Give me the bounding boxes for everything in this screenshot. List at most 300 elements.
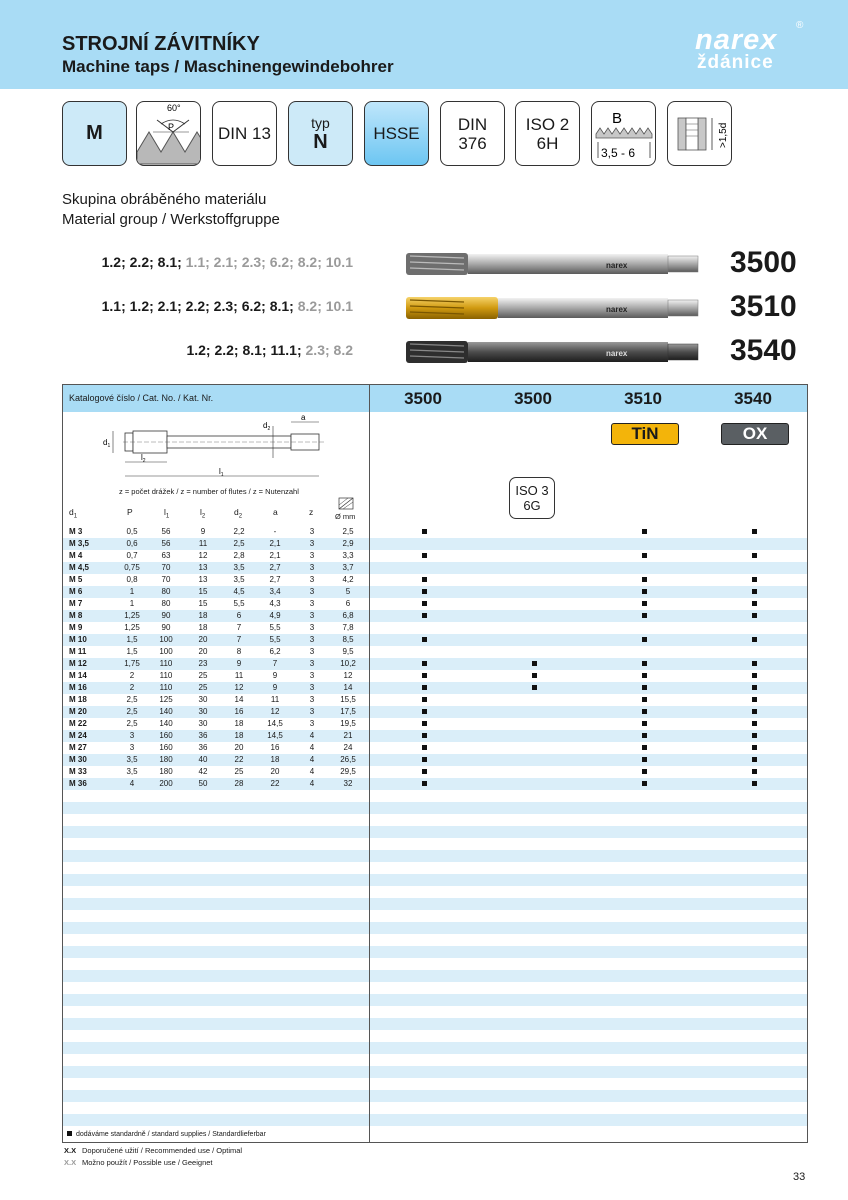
tap-3510-image: [406, 292, 701, 324]
cell-a: 20: [270, 767, 280, 776]
iso3-line1: ISO 3: [515, 483, 549, 498]
availability-mark-3540: [752, 769, 757, 774]
cell-d1: M 24: [69, 731, 87, 740]
cell-z: 3: [309, 563, 315, 572]
type-value: N: [313, 130, 328, 153]
drill-icon: [335, 497, 365, 511]
availability-mark-3540: [752, 589, 757, 594]
drawing-l1-label: l: [219, 467, 221, 476]
cell-p: 3,5: [126, 755, 138, 764]
availability-mark-3500: [422, 529, 427, 534]
cell-drill: 3,7: [342, 563, 354, 572]
cell-z: 3: [309, 635, 315, 644]
legend-square-icon: [67, 1131, 72, 1136]
availability-mark-3540: [752, 673, 757, 678]
cell-d1: M 22: [69, 719, 87, 728]
svg-text:>1,5d: [718, 123, 729, 148]
availability-mark-3510: [642, 733, 647, 738]
cell-p: 2,5: [126, 719, 138, 728]
cell-a: 14,5: [267, 719, 283, 728]
drawing-d1-subscript: 1: [107, 443, 111, 449]
colhead-d2: $d_2$: [234, 507, 243, 520]
page-title: STROJNÍ ZÁVITNÍKY: [62, 33, 260, 55]
tile-din13: [212, 101, 277, 166]
cell-z: 3: [309, 707, 315, 716]
narex-logo: [695, 20, 805, 76]
cell-p: 1,25: [124, 611, 140, 620]
cell-z: 3: [309, 683, 315, 692]
cell-d1: M 6: [69, 587, 83, 596]
cell-z: 3: [309, 647, 315, 656]
material-groups-3500: 1.2; 2.2; 8.1; 1.1; 2.1; 2.3; 6.2; 8.2; 10.1: [101, 254, 353, 270]
cell-drill: 10,2: [340, 659, 356, 668]
cell-l1: 110: [159, 683, 173, 692]
chamfer-form-label: B: [612, 110, 623, 127]
product-code-3510: 3510: [730, 290, 797, 323]
table-row-empty: [63, 814, 807, 826]
material-groups-3540: 1.2; 2.2; 8.1; 11.1; 2.3; 8.2: [186, 342, 353, 358]
availability-mark-3510: [642, 613, 647, 618]
cell-p: 2,5: [126, 695, 138, 704]
cell-d1: M 10: [69, 635, 87, 644]
table-row-empty: [63, 850, 807, 862]
iso2-line2: 6H: [536, 133, 559, 153]
cell-z: 3: [309, 695, 315, 704]
legend-standard: dodáváme standardně / standard supplies / Standardlieferbar: [67, 1131, 266, 1138]
availability-mark-3500: [422, 553, 427, 558]
cell-z: 4: [309, 731, 315, 740]
table-row: [63, 754, 807, 766]
tile-iso2: [515, 101, 580, 166]
cell-d1: M 8: [69, 611, 83, 620]
cell-drill: 5: [345, 587, 351, 596]
table-row: [63, 766, 807, 778]
availability-mark-3500: [422, 697, 427, 702]
cell-a: 22: [270, 779, 280, 788]
cell-d2: 3,5: [233, 575, 245, 584]
cell-d2: 11: [234, 671, 244, 680]
drawing-l2-subscript: 2: [142, 458, 146, 464]
availability-mark-3510: [642, 601, 647, 606]
availability-mark-3540: [752, 661, 757, 666]
product-row-3500: [0, 242, 848, 282]
cell-l1: 140: [159, 719, 173, 728]
cell-l2: 18: [198, 611, 208, 620]
cell-l1: 140: [159, 707, 173, 716]
cell-p: 1,5: [126, 635, 138, 644]
table-row: [63, 730, 807, 742]
availability-mark-3540: [752, 757, 757, 762]
cell-l2: 30: [198, 707, 208, 716]
availability-mark-3540: [752, 613, 757, 618]
chamfer-range-label: 3,5 - 6: [601, 146, 636, 160]
table-row-empty: [63, 826, 807, 838]
product-code-3500: 3500: [730, 246, 797, 279]
availability-mark-3500: [422, 601, 427, 606]
cell-d2: 2,2: [233, 527, 245, 536]
coating-ox-badge: OX: [721, 423, 789, 445]
blind-hole-icon: [668, 102, 732, 166]
availability-mark-3500: [422, 745, 427, 750]
table-row: [63, 586, 807, 598]
cell-d2: 4,5: [233, 587, 245, 596]
cell-d2: 3,5: [233, 563, 245, 572]
table-row-empty: [63, 838, 807, 850]
cell-d1: M 14: [69, 671, 87, 680]
table-row-empty: [63, 1090, 807, 1102]
table-row-empty: [63, 994, 807, 1006]
cell-p: 2: [129, 683, 135, 692]
availability-mark-3510: [642, 661, 647, 666]
cell-d1: M 33: [69, 767, 87, 776]
cell-drill: 2,9: [342, 539, 354, 548]
availability-mark-3500: [422, 577, 427, 582]
availability-mark-3540: [752, 709, 757, 714]
logo-text-narex: narex: [695, 24, 778, 56]
cell-d1: M 18: [69, 695, 87, 704]
cell-p: 3: [129, 743, 135, 752]
material-groups-3510: 1.1; 1.2; 2.1; 2.2; 2.3; 6.2; 8.1; 8.2; 10.1: [101, 298, 353, 314]
cell-drill: 15,5: [340, 695, 356, 704]
availability-mark-3500: [532, 661, 537, 666]
cell-d2: 12: [234, 683, 244, 692]
pitch-label: P: [168, 122, 175, 132]
svg-text:l2: [141, 453, 146, 464]
cell-drill: 14: [343, 683, 353, 692]
availability-mark-3540: [752, 781, 757, 786]
cell-p: 4: [129, 779, 135, 788]
cell-drill: 4,2: [342, 575, 354, 584]
coating-tin-badge: TiN: [611, 423, 679, 445]
cell-a: 16: [270, 743, 280, 752]
page-number: 33: [793, 1171, 806, 1183]
cell-p: 0,7: [126, 551, 138, 560]
tool-brand-3510: narex: [606, 305, 628, 314]
tile-thread-profile: [136, 101, 201, 166]
cell-l1: 70: [161, 563, 171, 572]
depth-label: 1,5d: [718, 122, 729, 143]
cell-d1: M 9: [69, 623, 83, 632]
table-row: [63, 574, 807, 586]
cell-z: 4: [309, 743, 315, 752]
table-row: [63, 694, 807, 706]
cell-a: 5,5: [269, 635, 281, 644]
cell-d2: 22: [234, 755, 244, 764]
cell-drill: 8,5: [342, 635, 354, 644]
table-row-empty: [63, 982, 807, 994]
cell-d2: 20: [234, 743, 244, 752]
cell-d2: 18: [234, 719, 244, 728]
tile-depth: [667, 101, 732, 166]
cell-a: 9: [272, 671, 278, 680]
availability-mark-3510: [642, 673, 647, 678]
cell-l1: 180: [159, 767, 173, 776]
table-row-empty: [63, 922, 807, 934]
cell-d2: 16: [234, 707, 244, 716]
cell-l1: 160: [159, 731, 173, 740]
drawing-d2-subscript: 2: [267, 426, 271, 432]
availability-mark-3500: [422, 781, 427, 786]
cell-a: 2,1: [269, 539, 281, 548]
cell-a: 2,7: [269, 563, 281, 572]
tile-material-hsse: [364, 101, 429, 166]
cell-l2: 40: [198, 755, 208, 764]
availability-mark-3500: [422, 685, 427, 690]
cell-d2: 2,8: [233, 551, 245, 560]
cell-drill: 19,5: [340, 719, 356, 728]
cell-p: 1,75: [124, 659, 140, 668]
tool-brand-3500: narex: [606, 261, 628, 270]
cell-l1: 100: [159, 635, 173, 644]
table-divider: [369, 385, 370, 1142]
availability-mark-3510: [642, 781, 647, 786]
cell-l2: 18: [198, 623, 208, 632]
table-row: [63, 550, 807, 562]
din13-label: DIN 13: [218, 124, 271, 143]
flutes-note: z = počet drážek / z = number of flutes / z = Nutenzahl: [119, 487, 299, 496]
cell-l1: 70: [161, 575, 171, 584]
cell-drill: 26,5: [340, 755, 356, 764]
cell-drill: 32: [343, 779, 353, 788]
table-row: [63, 706, 807, 718]
availability-mark-3540: [752, 577, 757, 582]
cell-l1: 110: [159, 671, 173, 680]
cell-l2: 13: [198, 563, 208, 572]
cell-l1: 125: [159, 695, 173, 704]
col-code-1: 3500: [404, 389, 442, 408]
table-row: [63, 526, 807, 538]
chamfer-icon: [592, 102, 656, 166]
iso3-line2: 6G: [523, 498, 541, 513]
cell-z: 3: [309, 575, 315, 584]
depth-prefix: >: [718, 142, 729, 148]
table-row: [63, 562, 807, 574]
col-code-3: 3510: [624, 389, 662, 408]
colhead-l2: $l_2$: [200, 507, 206, 520]
cell-p: 3,5: [126, 767, 138, 776]
cell-d2: 7: [236, 623, 242, 632]
availability-mark-3500: [422, 613, 427, 618]
cell-d1: M 12: [69, 659, 87, 668]
cell-l2: 15: [198, 587, 208, 596]
cell-a: 2,1: [269, 551, 281, 560]
cell-drill: 24: [343, 743, 353, 752]
cell-drill: 6,8: [342, 611, 354, 620]
cell-drill: 12: [343, 671, 353, 680]
cell-d2: 25: [234, 767, 244, 776]
logo-registered-mark: ®: [796, 20, 804, 31]
table-row-empty: [63, 886, 807, 898]
availability-mark-3500: [422, 589, 427, 594]
cell-drill: 21: [343, 731, 353, 740]
availability-mark-3510: [642, 709, 647, 714]
colhead-z: z: [309, 507, 314, 517]
availability-mark-3500: [532, 685, 537, 690]
din376-line1: DIN: [457, 114, 488, 134]
cell-l2: 30: [198, 695, 208, 704]
thread-profile-icon: [137, 102, 201, 166]
availability-mark-3500: [422, 769, 427, 774]
cell-a: 4,9: [269, 611, 281, 620]
cell-a: 6,2: [269, 647, 281, 656]
din376-line2: 376: [458, 133, 487, 153]
cell-d1: M 36: [69, 779, 87, 788]
cell-a: 12: [270, 707, 280, 716]
cell-z: 3: [309, 527, 315, 536]
cell-p: 2,5: [126, 707, 138, 716]
cell-drill: 6: [345, 599, 351, 608]
availability-mark-3500: [422, 661, 427, 666]
cell-l1: 56: [161, 527, 171, 536]
cell-drill: 7,8: [342, 623, 354, 632]
cell-z: 3: [309, 539, 315, 548]
cell-p: 2: [129, 671, 135, 680]
availability-mark-3510: [642, 757, 647, 762]
material-label: HSSE: [373, 124, 420, 143]
cell-a: 9: [272, 683, 278, 692]
cell-l2: 15: [198, 599, 208, 608]
cell-z: 3: [309, 659, 315, 668]
cell-drill: 3,3: [342, 551, 354, 560]
cell-p: 1: [129, 599, 135, 608]
cell-d1: M 27: [69, 743, 87, 752]
catalog-number-label: Katalogové číslo / Cat. No. / Kat. Nr.: [69, 393, 214, 403]
cell-l1: 160: [159, 743, 173, 752]
availability-mark-3510: [642, 769, 647, 774]
cell-z: 3: [309, 587, 315, 596]
cell-drill: 17,5: [340, 707, 356, 716]
availability-mark-3500: [422, 637, 427, 642]
cell-a: 5,5: [269, 623, 281, 632]
cell-drill: 9,5: [342, 647, 354, 656]
cell-l1: 63: [161, 551, 171, 560]
cell-l2: 20: [198, 647, 208, 656]
cell-z: 3: [309, 719, 315, 728]
availability-mark-3540: [752, 529, 757, 534]
tap-3500-image: [406, 248, 701, 280]
availability-mark-3510: [642, 697, 647, 702]
availability-mark-3500: [422, 709, 427, 714]
tile-thread-label: M: [86, 122, 103, 144]
availability-mark-3510: [642, 589, 647, 594]
colhead-d1: $d_1$: [69, 507, 78, 520]
cell-p: 1,5: [126, 647, 138, 656]
drawing-d2-label: d: [263, 421, 268, 430]
cell-l1: 56: [161, 539, 171, 548]
table-row-empty: [63, 1114, 807, 1126]
table-row-empty: [63, 898, 807, 910]
cell-d1: M 16: [69, 683, 87, 692]
cell-z: 3: [309, 623, 315, 632]
table-row-empty: [63, 802, 807, 814]
colhead-a: a: [273, 507, 278, 517]
cell-d2: 28: [234, 779, 244, 788]
cell-l1: 80: [161, 599, 171, 608]
tap-3540-image: [406, 336, 701, 368]
table-row-empty: [63, 1102, 807, 1114]
table-row-empty: [63, 970, 807, 982]
table-row-empty: [63, 946, 807, 958]
availability-mark-3510: [642, 577, 647, 582]
table-row-empty: [63, 1018, 807, 1030]
svg-text:d2: [263, 421, 270, 432]
cell-l2: 20: [198, 635, 208, 644]
iso3-badge: [509, 477, 555, 519]
cell-p: 0,6: [126, 539, 138, 548]
table-row-empty: [63, 1042, 807, 1054]
footer-possible: X.X Možno použít / Possible use / Geeignet: [64, 1158, 213, 1167]
cell-d2: 5,5: [233, 599, 245, 608]
availability-mark-3500: [532, 673, 537, 678]
cell-a: 4,3: [269, 599, 281, 608]
availability-mark-3510: [642, 745, 647, 750]
cell-d2: 14: [234, 695, 244, 704]
cell-l2: 30: [198, 719, 208, 728]
cell-p: 1,25: [124, 623, 140, 632]
cell-l2: 25: [198, 683, 208, 692]
svg-text:d1: [103, 438, 110, 449]
cell-d2: 6: [236, 611, 242, 620]
cell-a: 11: [270, 695, 280, 704]
table-row-empty: [63, 958, 807, 970]
cell-z: 4: [309, 779, 315, 788]
tile-type: [288, 101, 353, 166]
cell-l2: 42: [198, 767, 208, 776]
table-row: [63, 634, 807, 646]
cell-l2: 9: [200, 527, 206, 536]
cell-a: 18: [270, 755, 280, 764]
table-row-empty: [63, 1054, 807, 1066]
cell-d1: M 5: [69, 575, 83, 584]
iso2-line1: ISO 2: [525, 114, 570, 134]
availability-mark-3540: [752, 697, 757, 702]
cell-l2: 11: [198, 539, 208, 548]
svg-text:l1: [219, 467, 224, 478]
table-row-empty: [63, 1078, 807, 1090]
drawing-l1-subscript: 1: [220, 472, 224, 478]
cell-d2: 8: [236, 647, 242, 656]
cell-a: 14,5: [267, 731, 283, 740]
table-row-empty: [63, 1006, 807, 1018]
type-caption: typ: [311, 114, 330, 131]
col-code-2: 3500: [514, 389, 552, 408]
cell-d1: M 20: [69, 707, 87, 716]
table-row-empty: [63, 1030, 807, 1042]
cell-l1: 180: [159, 755, 173, 764]
colhead-p: P: [127, 507, 133, 517]
table-row: [63, 670, 807, 682]
table-row: [63, 622, 807, 634]
drawing-d1-label: d: [103, 438, 108, 447]
availability-mark-3540: [752, 721, 757, 726]
cell-l1: 110: [159, 659, 173, 668]
cell-p: 0,8: [126, 575, 138, 584]
cell-l2: 36: [198, 743, 208, 752]
availability-mark-3540: [752, 733, 757, 738]
logo-text-zdanice: ždánice: [697, 52, 774, 73]
table-row: [63, 778, 807, 790]
cell-l2: 50: [198, 779, 208, 788]
table-row: [63, 538, 807, 550]
cell-d1: M 3,5: [69, 539, 90, 548]
cell-l2: 13: [198, 575, 208, 584]
page-subtitle: Machine taps / Maschinengewindebohrer: [62, 57, 394, 76]
availability-mark-3500: [422, 673, 427, 678]
cell-l2: 36: [198, 731, 208, 740]
table-row: [63, 658, 807, 670]
drawing-a-label: a: [301, 413, 306, 422]
footer-recommended: X.X Doporučené užití / Recommended use / Optimal: [64, 1146, 243, 1155]
